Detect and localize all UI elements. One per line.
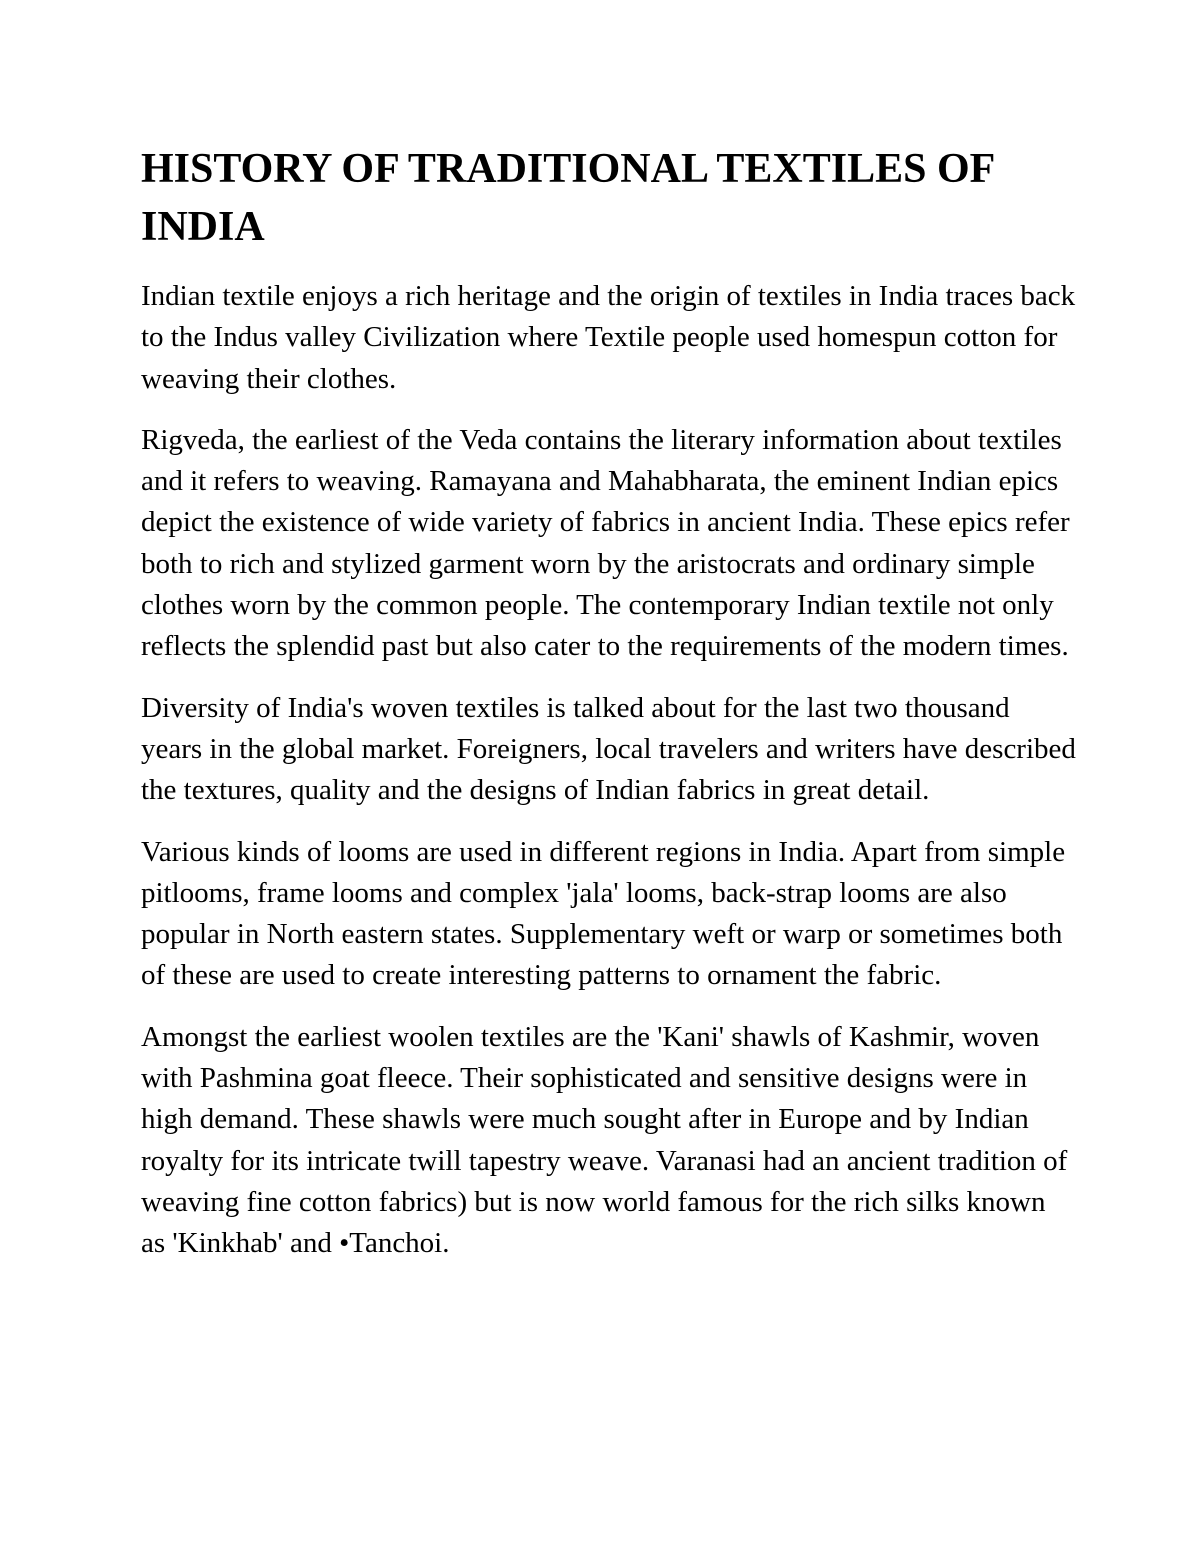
paragraph-diversity-woven-textiles: Diversity of India's woven textiles is talked about for the last two thousand years in the global market. Foreigners, local travelers and writers have described the textures, quality and the designs of Indian fabrics in great detail. [141, 691, 1076, 807]
paragraph-woolen-textiles: Amongst the earliest woolen textiles are the 'Kani' shawls of Kashmir, woven with Pashmina goat fleece. Their sophisticated and sensitive designs were in high demand. These shawls were much sought after in Europe and by Indian royalty for its intricate twill tapestry weave. Varanasi had an ancient tradition of weaving fine cotton fabrics) but is now world famous for the rich silks known as 'Kinkhab' and •Tanchoi. [141, 1020, 1068, 1260]
document-body [141, 140, 1076, 1285]
page-title: HISTORY OF TRADITIONAL TEXTILES OF INDIA [141, 146, 994, 250]
paragraph-looms: Various kinds of looms are used in different regions in India. Apart from simple pitlooms, frame looms and complex 'jala' looms, back-strap looms are also popular in North eastern states. Supplementary weft or warp or sometimes both of these are used to create interesting patterns to ornament the fabric. [141, 835, 1066, 992]
paragraph-indian-textile-heritage: Indian textile enjoys a rich heritage and the origin of textiles in India traces back to the Indus valley Civilization where Textile people used homespun cotton for weaving their clothes. [141, 280, 1076, 395]
paragraph-rigveda-epics: Rigveda, the earliest of the Veda contains the literary information about textiles and it refers to weaving. Ramayana and Mahabharata, the eminent Indian epics depict the existence of wide variety of fabrics in ancient India. These epics refer both to rich and stylized garment worn by the aristocrats and ordinary simple clothes worn by the common people. The contemporary Indian textile not only reflects the splendid past but also cater to the requirements of the modern times. [141, 423, 1070, 663]
